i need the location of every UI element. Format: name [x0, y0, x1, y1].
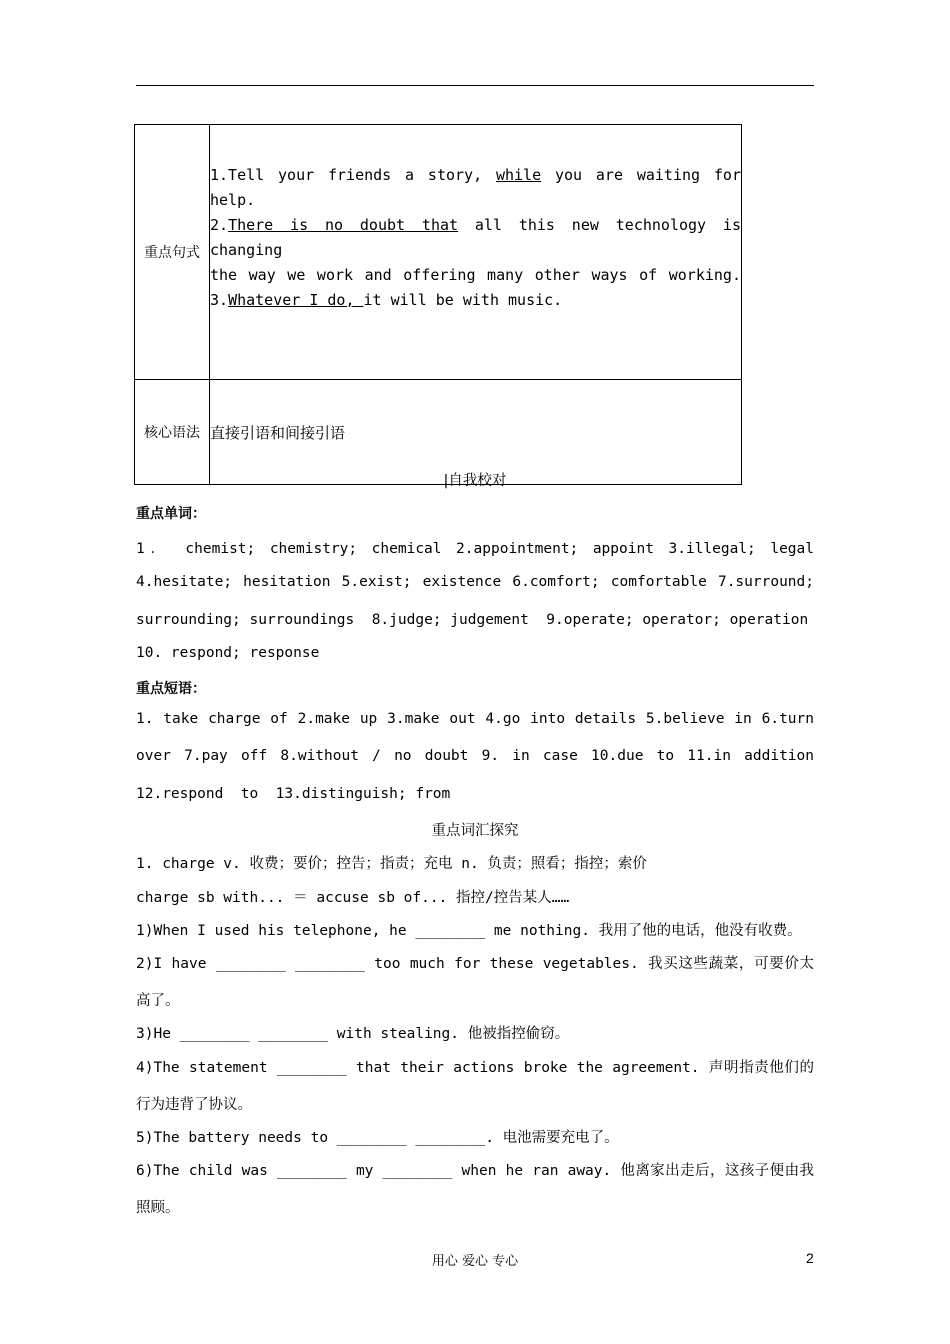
page-number: 2: [806, 1250, 814, 1266]
key-sentences-cell: [210, 125, 742, 380]
answer-line: 1． chemist; chemistry; chemical 2.appointment; appoint 3.illegal; legal: [136, 541, 814, 557]
vocab-section-title: 重点词汇探究: [431, 823, 519, 839]
answer-line: 1. take charge of 2.make up 3.make out 4.go into details 5.believe in 6.turn: [136, 711, 814, 727]
core-grammar-cell: 直接引语和间接引语: [210, 380, 742, 485]
answer-line: over 7.pay off 8.without / no doubt 9. in case 10.due to 11.in addition: [136, 748, 814, 764]
answer-line: surrounding; surroundings 8.judge; judgement 9.operate; operator; operation: [136, 612, 809, 628]
exercise-line: 6)The child was ________ my ________ when he ran away. 他离家出走后，这孩子便由我: [136, 1163, 814, 1179]
sentence-2-cont: the way we work and offering many other ways of working.: [210, 266, 741, 284]
row-label-grammar: 核心语法: [135, 380, 210, 485]
sentence-1: 1.Tell your friends a story, while you are waiting for help.: [210, 166, 741, 209]
answer-line: 10. respond; response: [136, 645, 320, 661]
key-words-heading: 重点单词：: [136, 506, 206, 522]
key-phrases-heading: 重点短语：: [136, 681, 206, 697]
exercise-line: 2)I have ________ ________ too much for these vegetables. 我买这些蔬菜，可要价太: [136, 956, 814, 972]
row-label-sentences: 重点句式: [135, 125, 210, 380]
answer-line: 4.hesitate; hesitation 5.exist; existence 6.comfort; comfortable 7.surround;: [136, 574, 814, 590]
exercise-line: 5)The battery needs to ________ ________. 电池需要充电了。: [136, 1130, 619, 1146]
self-check-title: |自我校对: [443, 473, 507, 489]
exercise-line: 高了。: [136, 993, 180, 1009]
exercise-line: 4)The statement ________ that their actions broke the agreement. 声明指责他们的: [136, 1060, 814, 1076]
table-row: [135, 125, 742, 380]
exercise-line: 行为违背了协议。: [136, 1097, 252, 1113]
exercise-line: 1)When I used his telephone, he ________ me nothing. 我用了他的电话，他没有收费。: [136, 923, 802, 939]
vocab-line: charge sb with... ＝ accuse sb of... 指控/控告某人……: [136, 890, 570, 906]
exercise-line: 3)He ________ ________ with stealing. 他被指控偷窃。: [136, 1026, 570, 1042]
sentence-3: 3.Whatever I do, it will be with music.: [210, 291, 563, 309]
vocab-line: 1. charge v. 收费；要价；控告；指责；充电 n. 负责；照看；指控；索价: [136, 856, 647, 872]
header-rule: [136, 85, 814, 86]
exercise-line: 照顾。: [136, 1200, 180, 1216]
key-points-table: [134, 124, 742, 485]
answer-line: 12.respond to 13.distinguish; from: [136, 786, 451, 802]
sentence-2: 2.There is no doubt that all this new technology is changing: [210, 216, 741, 259]
page-footer: 用心 爱心 专心: [431, 1254, 519, 1269]
